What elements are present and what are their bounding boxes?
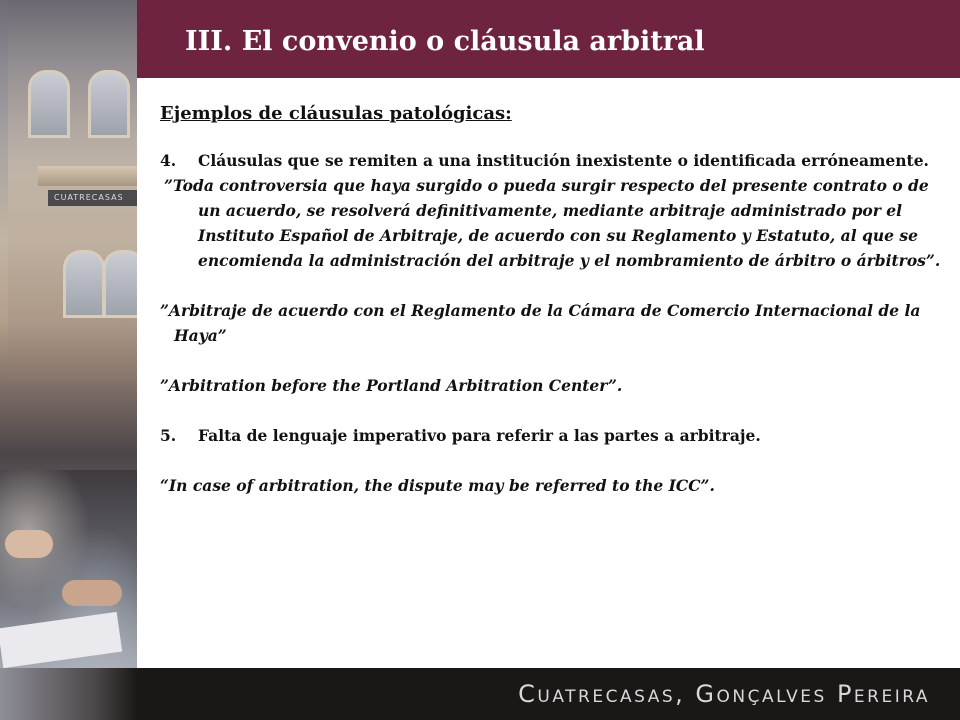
document-shape (0, 612, 122, 668)
section-heading: Ejemplos de cláusulas patológicas: (160, 103, 512, 124)
list-item-4 (160, 148, 945, 173)
spacer (160, 398, 945, 423)
clause-quote-2: ”Arbitraje de acuerdo con el Reglamento de la Cámara de Comercio Internacional de la Haya” (160, 301, 921, 345)
building-window (103, 250, 137, 318)
list-item-5 (160, 423, 945, 448)
meeting-photo (0, 470, 137, 668)
clause-quote-4: “In case of arbitration, the dispute may be referred to the ICC”. (160, 476, 715, 495)
clause-quote-1: ”Toda controversia que haya surgido o pueda surgir respecto del presente contrato o de un acuerdo, se resolverá definitivamente, mediante arbitraje administrado por el Instituto Español de Arbitraje, de acuerdo con su Reglamento y Estatuto, al que se encomienda la administración del arbitraje y el nombramiento de árbitro o árbitros”. (164, 176, 941, 270)
hand-shape (5, 530, 53, 558)
title-bar (137, 0, 960, 78)
footer-photo-edge (0, 668, 137, 720)
list-number: 4. (160, 151, 177, 170)
building-window (63, 250, 105, 318)
list-number: 5. (160, 426, 177, 445)
hand-shape (62, 580, 122, 606)
footer-bar (0, 668, 960, 720)
slide-title: III. El convenio o cláusula arbitral (185, 26, 705, 57)
decorative-photo-strip (0, 0, 137, 668)
spacer (160, 448, 945, 473)
slide-content (160, 100, 945, 498)
clause-quote-3: ”Arbitration before the Portland Arbitration Center”. (160, 376, 623, 395)
building-window (88, 70, 130, 138)
spacer (160, 348, 945, 373)
company-logo-text: Cuatrecasas, Gonçalves Pereira (518, 680, 930, 708)
building-cornice (38, 166, 137, 186)
building-window (28, 70, 70, 138)
building-photo (8, 0, 137, 380)
building-sign: CUATRECASAS (48, 190, 137, 206)
list-text: Falta de lenguaje imperativo para referir a las partes a arbitraje. (198, 426, 761, 445)
list-text: Cláusulas que se remiten a una institución inexistente o identificada erróneamente. (198, 151, 929, 170)
spacer (160, 273, 945, 298)
